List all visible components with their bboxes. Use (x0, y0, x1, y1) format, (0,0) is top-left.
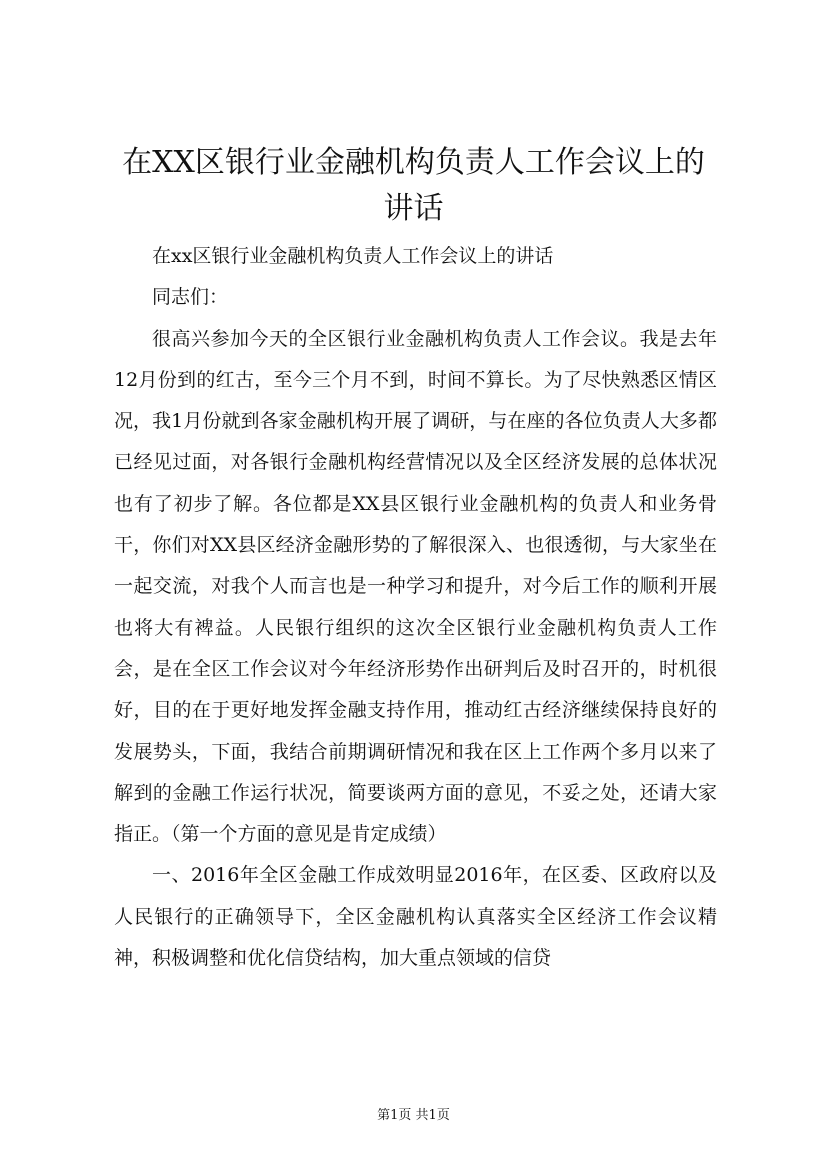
salutation-paragraph: 同志们： (152, 286, 229, 309)
section-one-paragraph: 一、2016年全区金融工作成效明显2016年，在区委、区政府以及人民银行的正确领导下，全区金融机构认真落实全区经济工作会议精神，积极调整和优化信贷结构，加大重点领域的信贷 (114, 864, 717, 970)
document-title (100, 140, 727, 232)
document-body (114, 236, 717, 979)
subtitle-paragraph: 在xx区银行业金融机构负责人工作会议上的讲话 (152, 245, 554, 267)
body-paragraph: 很高兴参加今天的全区银行业金融机构负责人工作会议。我是去年12月份到的红古，至今三个月不到，时间不算长。为了尽快熟悉区情区况，我1月份就到各家金融机构开展了调研，与在座的各位负责人大多都已经见过面，对各银行金融机构经营情况以及全区经济发展的总体状况也有了初步了解。各位都是XX县区银行业金融机构的负责人和业务骨干，你们对XX县区经济金融形势的了解很深入、也很透彻，与大家坐在一起交流，对我个人而言也是一种学习和提升，对今后工作的顺利开展也将大有裨益。人民银行组织的这次全区银行业金融机构负责人工作会，是在全区工作会议对今年经济形势作出研判后及时召开的，时机很好，目的在于更好地发挥金融支持作用，推动红古经济继续保持良好的发展势头，下面，我结合前期调研情况和我在区上工作两个多月以来了解到的金融工作运行状况，简要谈两方面的意见，不妥之处，还请大家指正。（第一个方面的意见是肯定成绩） (114, 327, 717, 846)
title-line-1: 在XX区银行业金融机构负责人工作会议上的 (122, 145, 705, 180)
page-footer: 第1页 共1页 (377, 1108, 450, 1123)
title-line-2: 讲话 (383, 191, 444, 226)
